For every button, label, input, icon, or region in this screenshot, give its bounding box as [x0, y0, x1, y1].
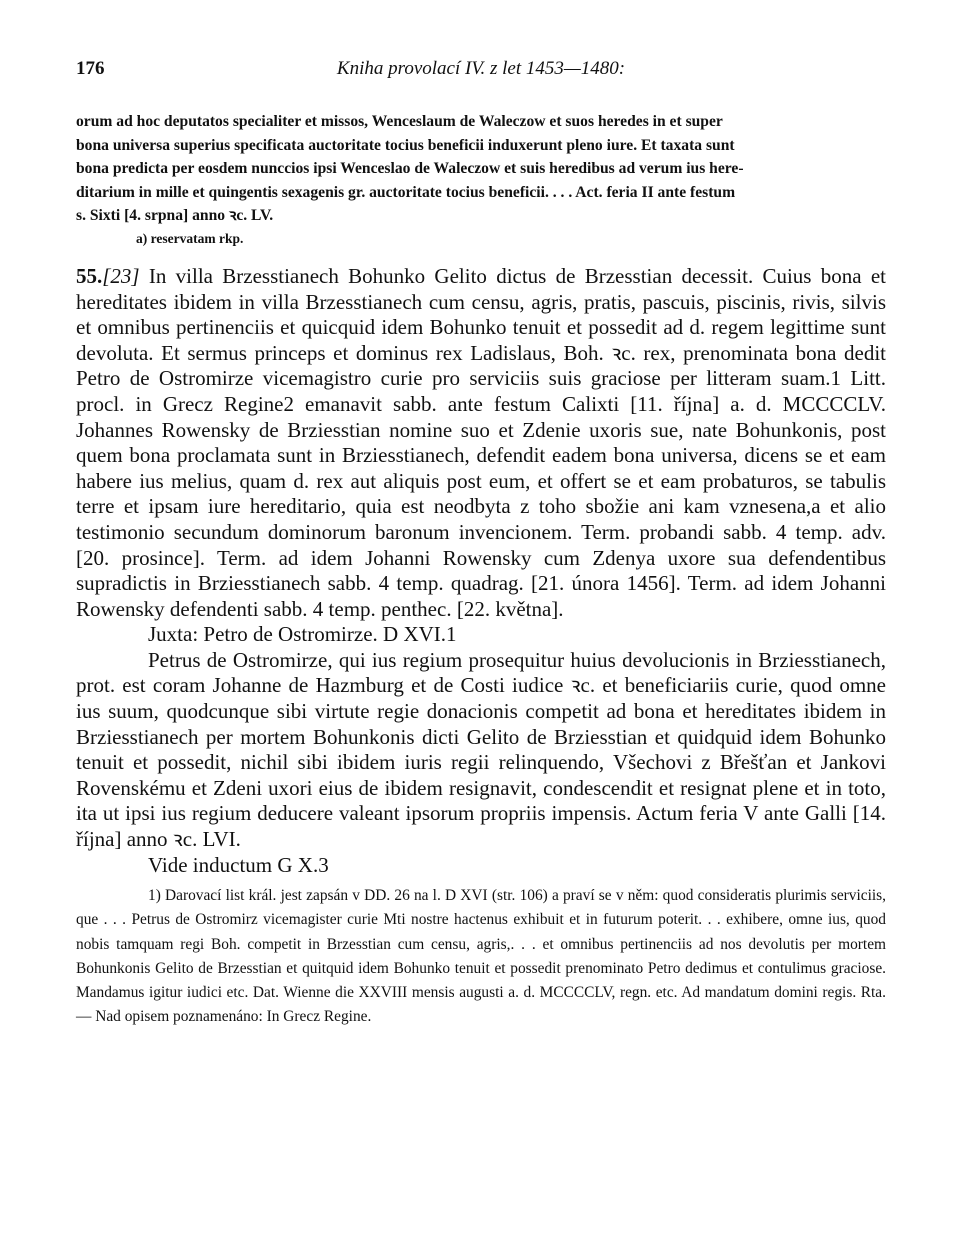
- entry-paragraph-2: Petrus de Ostromirze, qui ius regium prosequitur huius devolucionis in Brziesstianech, prot. est coram Johanne de Hazmburg et de Costi iudice ꝛc. et beneficiariis curie, quod omne ius suum, quodcunque sibi virtute regie donacionis competit ad bona et hereditates ibidem in Brziesstianech per mortem Bohunkonis dicti Gelito de Brziesstian et quidquid idem Bohunko tenuit et possedit, nichil sibi ibidem iuris regii relinquendo, Všechovi z Břešťan et Jankovi Rovenskému et Zdeni uxori eius de ibidem resignavit, condescendit et resignat plene et in toto, ita ut ipsi ius regium deducere valeant ipsorum propriis impensis. Actum feria V ante Galli [14. října] anno ꝛc. LVI.: [76, 647, 886, 852]
- footnotes: [76, 884, 886, 1029]
- entry-55: [76, 264, 886, 878]
- text-line: s. Sixti [4. srpna] anno ꝛc. LV.: [76, 207, 274, 225]
- previous-entry-text: [76, 110, 886, 228]
- text-line: orum ad hoc deputatos specialiter et missos, Wenceslaum de Waleczow et suos heredes in et super: [76, 113, 723, 130]
- entry-ref: [23]: [102, 263, 140, 288]
- vide-line: Vide inductum G X.3: [148, 852, 329, 877]
- entry-text: In villa Brzesstianech Bohunko Gelito dictus de Brzesstian decessit. Cuius bona et hereditates ibidem in villa Brzesstianech cum censu, agris, pratis, pascuis, piscinis, rivis, silvis et omnibus pertinenciis et quicquid idem Bohunko tenuit et possedit ad d. regem legittime sunt devoluta. Et sermus princeps et dominus rex Ladislaus, Boh. ꝛc. rex, prenominata bona dedit Petro de Ostromirze vicemagistro curie pro serviciis suis graciose per litteram suam.1 Litt. procl. in Grecz Regine2 emanavit sabb. ante festum Calixti [11. října] a. d. MCCCCLV. Johannes Rowensky de Brziesstian nomine suo et Zdenie uxoris sue, nate Bohunkonis, post quem bona proclamata sunt in Brziesstianech, defendit eadem bona universa, dicens se et eam habere ius melius, quam d. rex aut aliquis post eum, et offert se et eam probaturos, se tabulis terre et ipsam iure hereditario, quia est neodbyta z toho sbožie ani kam vznesena,a et alio testimonio secundum dominorum baronum invencionem. Term. probandi sabb. 4 temp. adv. [20. prosince]. Term. ad idem Johanni Rowensky cum Zdenya uxore sua defendentibus supradictis in Brziesstianech sabb. 4 temp. quadrag. [21. února 1456]. Term. ad idem Johanni Rowensky defendenti sabb. 4 temp. penthec. [22. května].: [76, 263, 887, 621]
- page-number: 176: [76, 58, 105, 79]
- document-page: [76, 58, 886, 1029]
- text-line: ditarium in mille et quingentis sexagenis gr. auctoritate tocius beneficii. . . . Act. feria II ante festum: [76, 183, 736, 201]
- entry-paragraph-1: [76, 264, 886, 622]
- juxta-line: Juxta: Petro de Ostromirze. D XVI.1: [148, 622, 457, 647]
- page-header: [76, 58, 886, 88]
- variant-footnote: a) reservatam rkp.: [136, 230, 244, 246]
- entry-number: 55.: [76, 263, 103, 288]
- running-title: Kniha provolací IV. z let 1453—1480:: [336, 58, 626, 79]
- footnote-1: 1) Darovací list král. jest zapsán v DD. 26 na l. D XVI (str. 106) a praví se v něm: quod consideratis plurimis serviciis, que . . . Petrus de Ostromirz vicemagister curie Mti nostre hactenus exhibuit et in futurum poterit. . . exhibere, omne ius, quod nobis tamquam regi Boh. competit in Brzesstian cum censu, agris,. . . et omnibus pertinenciis ad nos devolutis per mortem Bohunkonis Gelito de Brzesstian et quitquid idem Bohunko tenuit et possedit prenominato Petro dedimus et contulimus graciose. Mandamus igitur iudici etc. Dat. Wienne die XXVIII mensis augusti a. d. MCCCCLV, regn. etc. Ad mandatum domini regis. Rta. — Nad opisem poznamenáno: In Grecz Regine.: [76, 887, 886, 1026]
- text-line: bona universa superius specificata auctoritate tocius beneficii induxerunt pleno iure. Et taxata sunt: [76, 136, 735, 154]
- text-line: bona predicta per eosdem nunccios ipsi Wenceslao de Waleczow et suis heredibus ad verum ius here-: [76, 160, 744, 178]
